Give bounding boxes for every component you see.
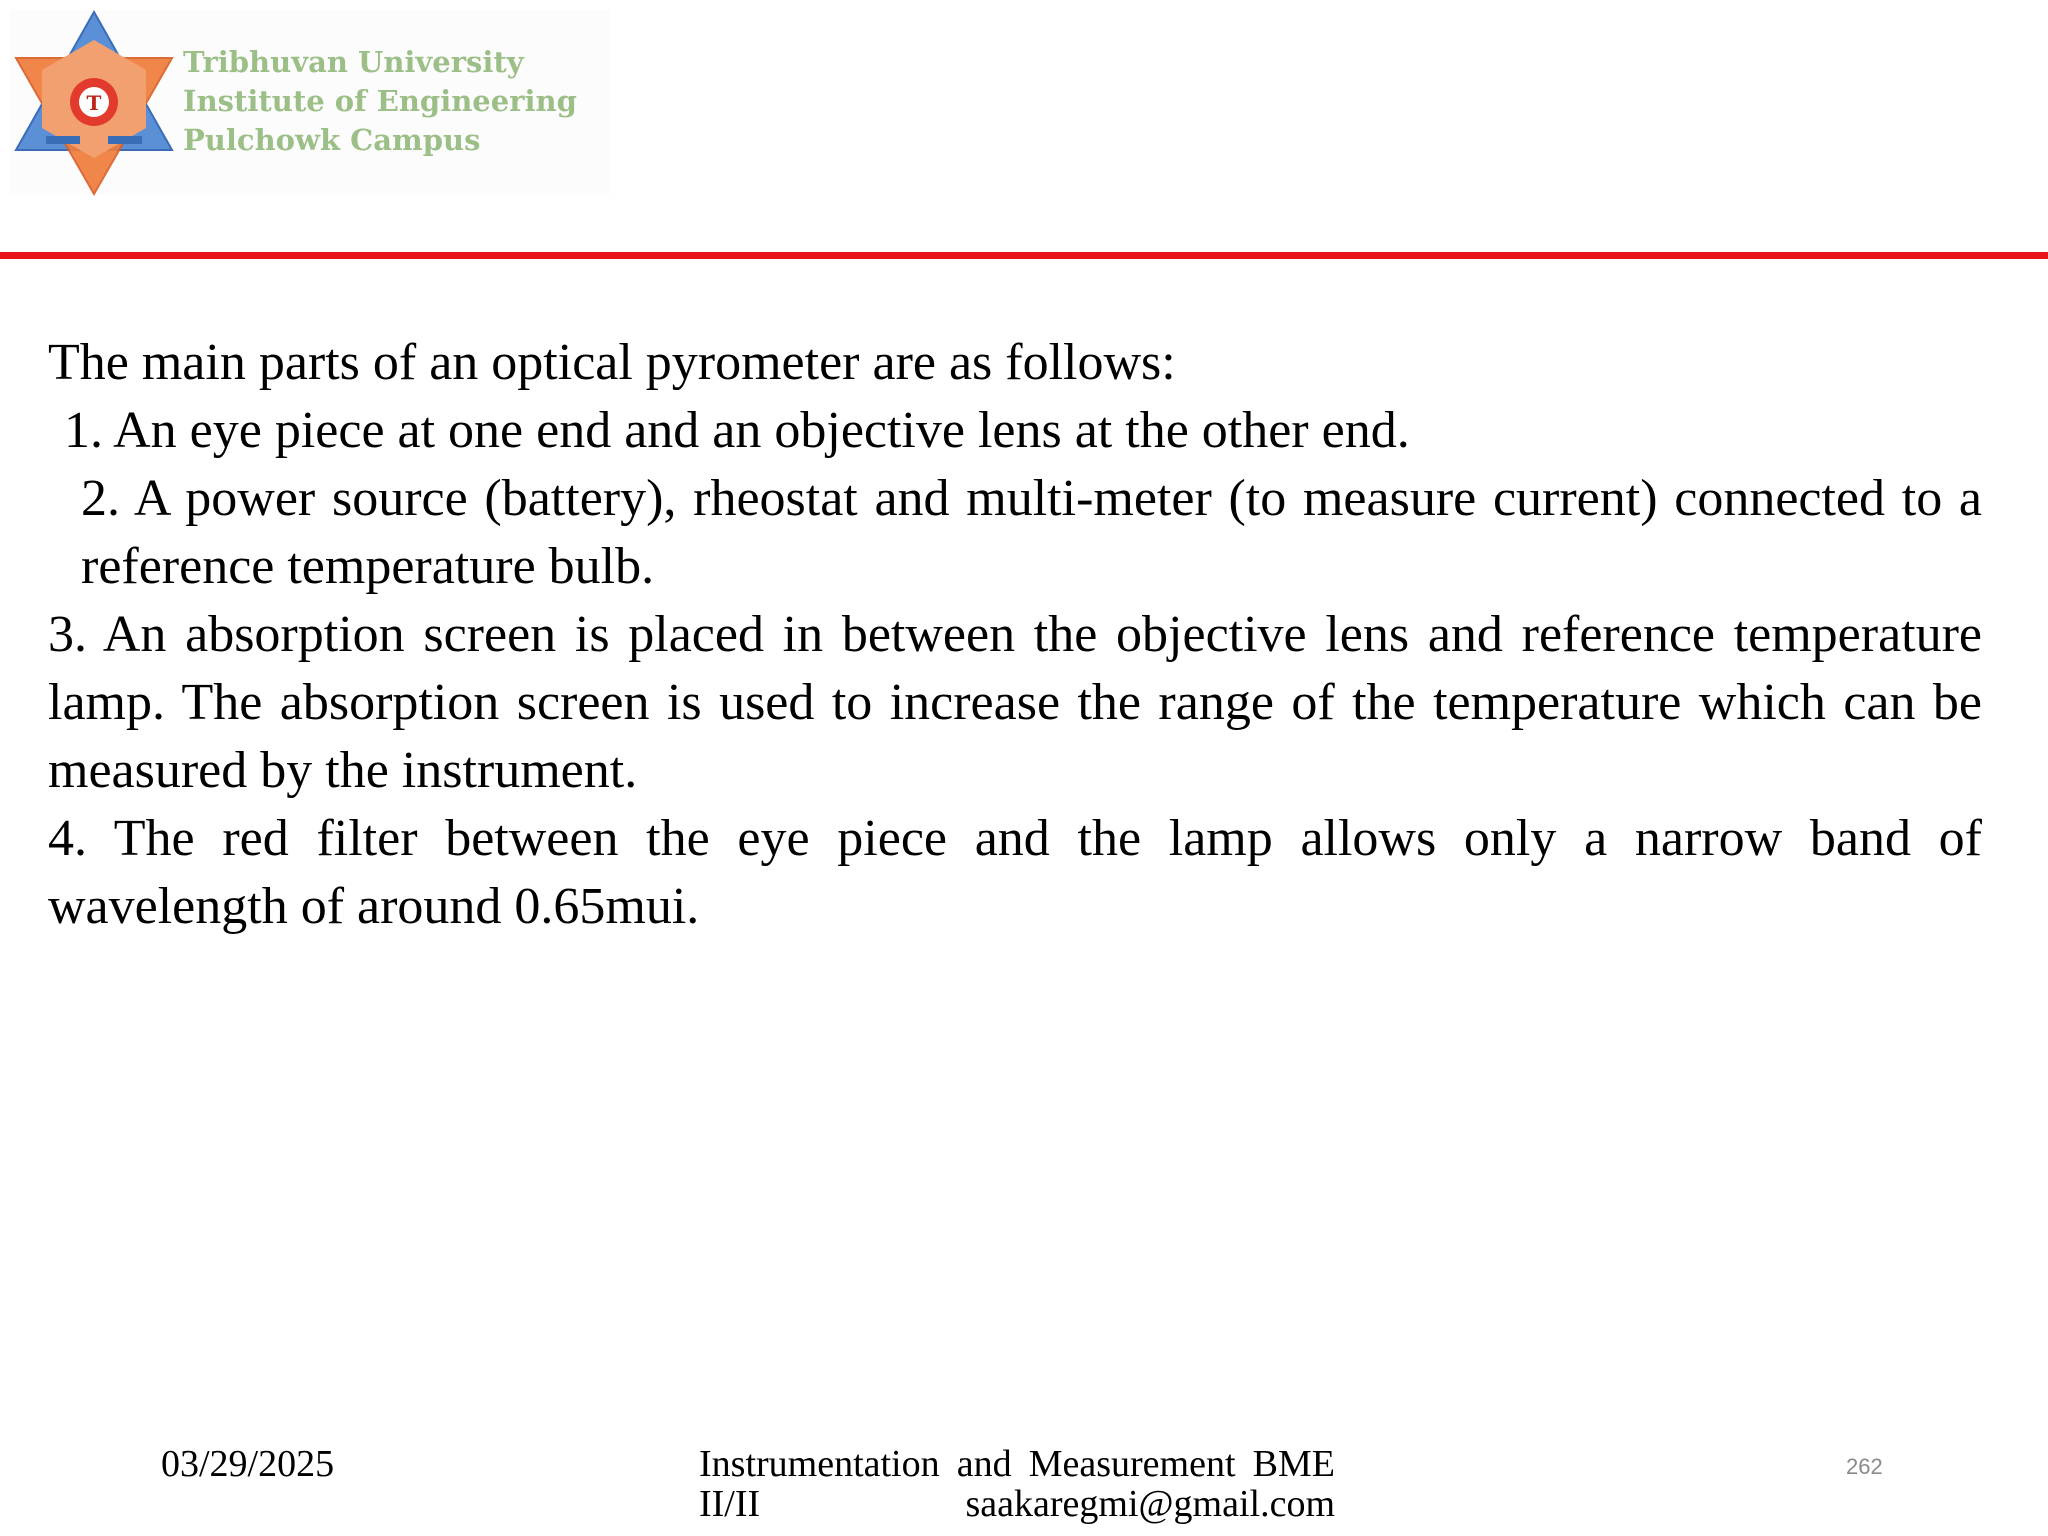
footer-email: saakaregmi@gmail.com: [965, 1483, 1335, 1525]
footer-course-info: [699, 1444, 1335, 1524]
header-divider: [0, 252, 2048, 259]
point-3: 3. An absorption screen is placed in between the objective lens and reference temperature lamp. The absorption screen is used to increase the range of the temperature which can be measured by the instrument.: [48, 606, 1982, 799]
institution-line-university: Tribhuvan University: [183, 45, 524, 79]
point-4: 4. The red filter between the eye piece and the lamp allows only a narrow band of wavelength of around 0.65mui.: [48, 810, 1982, 935]
point-1: 1. An eye piece at one end and an objective lens at the other end.: [64, 402, 1410, 459]
institution-line-campus: Pulchowk Campus: [183, 123, 481, 157]
footer-course: Instrumentation and Measurement BME II/II: [699, 1443, 1335, 1525]
page-number: 262: [1846, 1454, 1883, 1479]
institution-header: [10, 10, 610, 195]
point-2: 2. A power source (battery), rheostat and multi-meter (to measure current) connected to a reference temperature bulb.: [81, 470, 1982, 595]
footer-date: 03/29/2025: [161, 1443, 335, 1485]
intro-text: The main parts of an optical pyrometer are as follows:: [48, 334, 1176, 391]
institution-name: [183, 43, 577, 160]
institution-line-institute: Institute of Engineering: [183, 84, 577, 118]
slide-body: [48, 329, 1982, 941]
university-emblem-icon: [12, 10, 176, 196]
svg-text:T: T: [86, 91, 102, 115]
